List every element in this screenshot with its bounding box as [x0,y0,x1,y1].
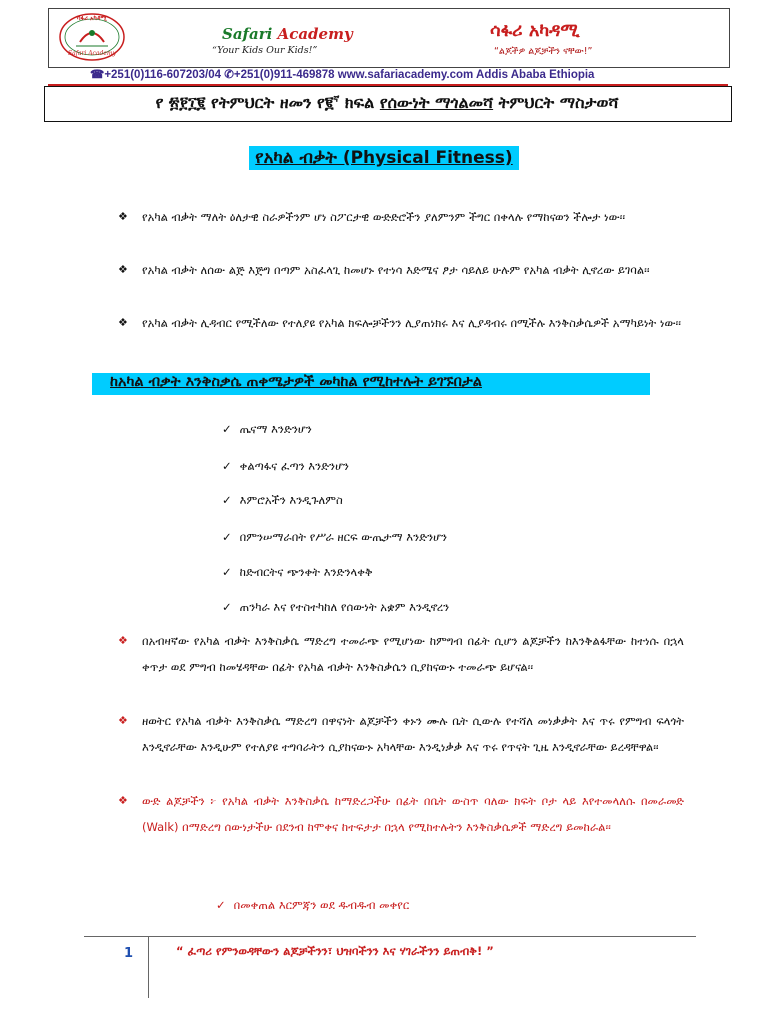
checklist-item [222,422,312,437]
logo-text-top: ሳፋሪ አካዳሚ [77,15,107,22]
title-suffix: ትምህርት ማስታወሻ [493,93,619,112]
checkmark-icon: ✓ [222,422,232,436]
checklist-text: ጤናማ እንድንሆን [239,422,312,436]
benefits-heading: ከአካል ብቃት እንቅስቃሴ ጠቀሜታዎች መካከል የሚከተሉት ይገኙበታል [110,374,482,390]
checkmark-icon: ✓ [222,565,232,579]
bullet-text: የአካል ብቃት ለሰው ልጅ እጅግ በጣም አስፈላጊ ከመሆኑ የተነሳ እድሜና ፆታ ሳይለይ ሁሉም የአካል ብቃት ሊኖረው ይገባል፡፡ [142,263,650,277]
contact-line: ☎+251(0)116-607203/04 ✆+251(0)911-469878 www.safariacademy.com Addis Ababa Ethiopia [90,69,595,81]
checklist-text: ጠንካራ እና የተስተካከለ የሰውነት አቋም እንዲኖረን [239,600,450,614]
brand-academy: Academy [272,25,353,43]
diamond-bullet-icon: ❖ [118,634,128,647]
footer-vertical-divider [148,936,149,998]
tagline-english: “Your Kids Our Kids!” [212,45,318,56]
title-underlined: የሰውነት ማጎልመሻ [379,93,494,112]
brand-safari: Safari [222,25,273,43]
checklist-text: ከድብርትና ጭንቀት እንድንላቀቅ [239,565,373,579]
brand-amharic: ሳፋሪ አካዳሚ [490,20,580,41]
tagline-amharic: “ልጆችዎ ልጆቻችን ናቸው!” [494,46,593,57]
page-number: 1 [124,946,134,961]
bullet-text: ዘወትር የአካል ብቃት እንቅስቃሴ ማድረግ በዋናነት ልጆቻችን ቀኑን ሙሉ ቤት ሲውሉ የተሻለ መነቃቃት እና ጥሩ የምግብ ፍላጎት እንዲኖራቸው እንዲሁም የተለያዩ ተግባራትን ሲያከናውኑ አካላቸው እንዲነቃቃ እና ጥሩ የጥናት ጊዜ እንዲኖራቸው ይረዳቸዋል፡፡ [142,714,684,754]
bullet-text: በአብዛኛው የአካል ብቃት እንቅስቃሴ ማድረግ ተመራጭ የሚሆነው ከምግብ በፊት ሲሆን ልጆቻችን ከእንቅልፋቸው ከተነሱ በኋላ ቀጥታ ወደ ምግብ ከመሄዳቸው በፊት የአካል ብቃት እንቅስቃሴን ቢያከናውኑ ተመራጭ ይሆናል፡፡ [142,634,684,674]
footer-quote: “ ፈጣሪ የምንወዳቸውን ልጆቻችንን፣ ህዝባችንን እና ሃገራችንን ይጠብቅ! ” [176,944,494,958]
diamond-bullet-icon: ❖ [118,794,128,807]
title-prefix: የ ፳፻፲፪ የትምህርት ዘመን የ፪ [155,93,334,112]
diamond-bullet-icon: ❖ [118,210,128,223]
bullet-text: የአካል ብቃት ማለት ዕለታዊ ስራዎችንም ሆነ ስፖርታዊ ውድድሮችን ያለምንም ችግር በቀላሉ የማከናወን ችሎታ ነው፡፡ [142,210,626,224]
title-superscript: ኛ [333,94,340,105]
diamond-bullet-icon: ❖ [118,714,128,727]
checkmark-icon: ✓ [222,459,232,473]
checklist-text: እምሮአችን እንዲጉለምስ [239,493,343,507]
checklist-item [222,459,349,474]
checkmark-icon: ✓ [222,530,232,544]
checklist-item [222,565,373,580]
checklist-item [222,493,343,508]
checklist-text: ቀልጣፋና ፈጣን እንድንሆን [239,459,349,473]
list-item [118,788,688,868]
bullet-text: ውድ ልጆቻችን ፦ የአካል ብቃት እንቅስቃሴ ከማድረጋችሁ በፊት በቤት ውስጥ ባለው ክፍት ቦታ ላይ እየተመላለሱ በመራመድ (Walk) በማድረግ ሰውነታችሁ በደንብ ከሞቀና ከተፍታታ በኋላ የሚከተሉትን እንቅስቃሴዎች ማድረግ ይመከራል፡፡ [142,794,684,834]
checklist-item [222,600,449,615]
diamond-bullet-icon: ❖ [118,263,128,276]
list-item [118,310,688,362]
checkmark-icon: ✓ [222,600,232,614]
checklist-item [222,530,447,545]
section-heading-physical-fitness [0,148,768,168]
title-middle: ክፍል [339,93,380,112]
checklist-text: በመቀጠል እርምጃን ወደ ዱብዱብ መቀየር [233,898,410,912]
section1-heading-text: የአካል ብቃት (Physical Fitness) [249,146,518,170]
checkmark-icon: ✓ [216,898,226,912]
diamond-bullet-icon: ❖ [118,316,128,329]
list-item [118,257,688,309]
logo-text-bottom: Safari Academy [68,50,116,57]
checklist-text: በምንሠማራበት የሥራ ዘርፍ ውጤታማ እንድንሆን [239,530,447,544]
document-title [44,93,730,113]
bullet-text: የአካል ብቃት ሊዳብር የሚችለው የተለያዩ የአካል ክፍሎቻችንን ሊያጠነክሩ እና ሊያዳብሩ በሚችሉ እንቅስቃሴዎች አማካይነት ነው፡፡ [142,316,681,330]
list-item [118,708,688,788]
list-item [118,204,688,256]
list-item [118,628,688,708]
footer-divider [84,936,696,937]
checkmark-icon: ✓ [222,493,232,507]
letterhead-box [48,8,730,68]
checklist-item [216,898,409,913]
